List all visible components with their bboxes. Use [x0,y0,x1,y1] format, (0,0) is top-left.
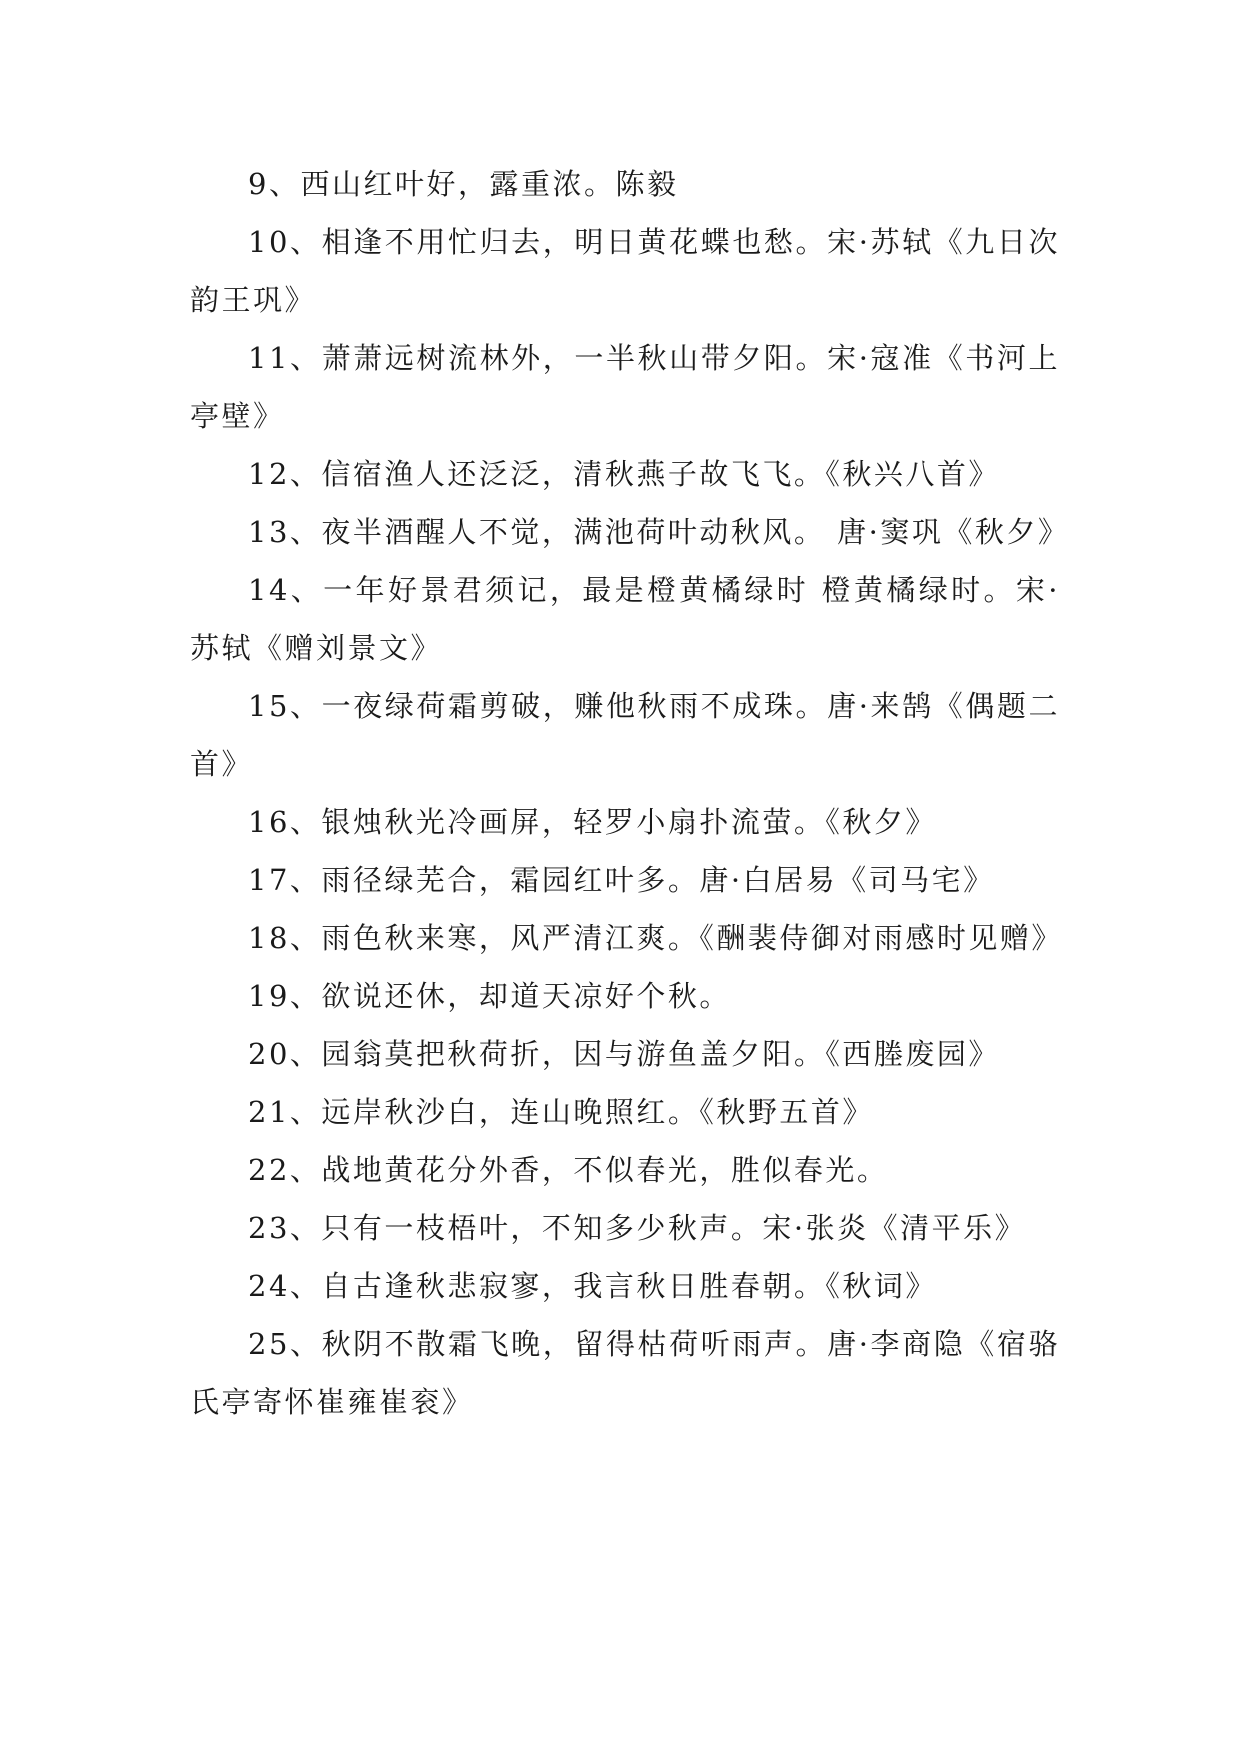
poem-line-23: 23、只有一枝梧叶，不知多少秋声。宋·张炎《清平乐》 [248,1211,1027,1245]
poem-line-19: 19、欲说还休，却道天凉好个秋。 [248,979,731,1013]
poem-line-13: 13、夜半酒醒人不觉，满池荷叶动秋风。 唐·窦巩《秋夕》 [248,515,1070,549]
poem-line-18: 18、雨色秋来寒，风严清江爽。《酬裴侍御对雨感时见赠》 [248,921,1063,955]
poem-line-24: 24、自古逢秋悲寂寥，我言秋日胜春朝。《秋词》 [248,1269,937,1303]
poem-line-20: 20、园翁莫把秋荷折，因与游鱼盖夕阳。《西塍废园》 [248,1037,1000,1071]
poem-line-15: 15、一夜绿荷霜剪破，赚他秋雨不成珠。唐·来鹄《偶题二首》 [190,689,1060,781]
poem-line-21: 21、远岸秋沙白，连山晚照红。《秋野五首》 [248,1095,874,1129]
poem-line-10: 10、相逢不用忙归去，明日黄花蝶也愁。宋·苏轼《九日次韵王巩》 [190,225,1060,317]
poem-line-11: 11、萧萧远树流林外，一半秋山带夕阳。宋·寇准《书河上亭壁》 [190,341,1060,433]
poem-line-22: 22、战地黄花分外香，不似春光，胜似春光。 [248,1153,889,1187]
poem-line-12: 12、信宿渔人还泛泛，清秋燕子故飞飞。《秋兴八首》 [248,457,1000,491]
poem-line-17: 17、雨径绿芜合，霜园红叶多。唐·白居易《司马宅》 [248,863,995,897]
poem-line-14: 14、一年好景君须记，最是橙黄橘绿时 橙黄橘绿时。宋·苏轼《赠刘景文》 [190,573,1060,665]
poem-line-25: 25、秋阴不散霜飞晚，留得枯荷听雨声。唐·李商隐《宿骆氏亭寄怀崔雍崔衮》 [190,1327,1060,1419]
document-body [190,155,1070,1431]
poem-line-16: 16、银烛秋光冷画屏，轻罗小扇扑流萤。《秋夕》 [248,805,937,839]
poem-line-9: 9、西山红叶好，露重浓。陈毅 [248,167,679,201]
